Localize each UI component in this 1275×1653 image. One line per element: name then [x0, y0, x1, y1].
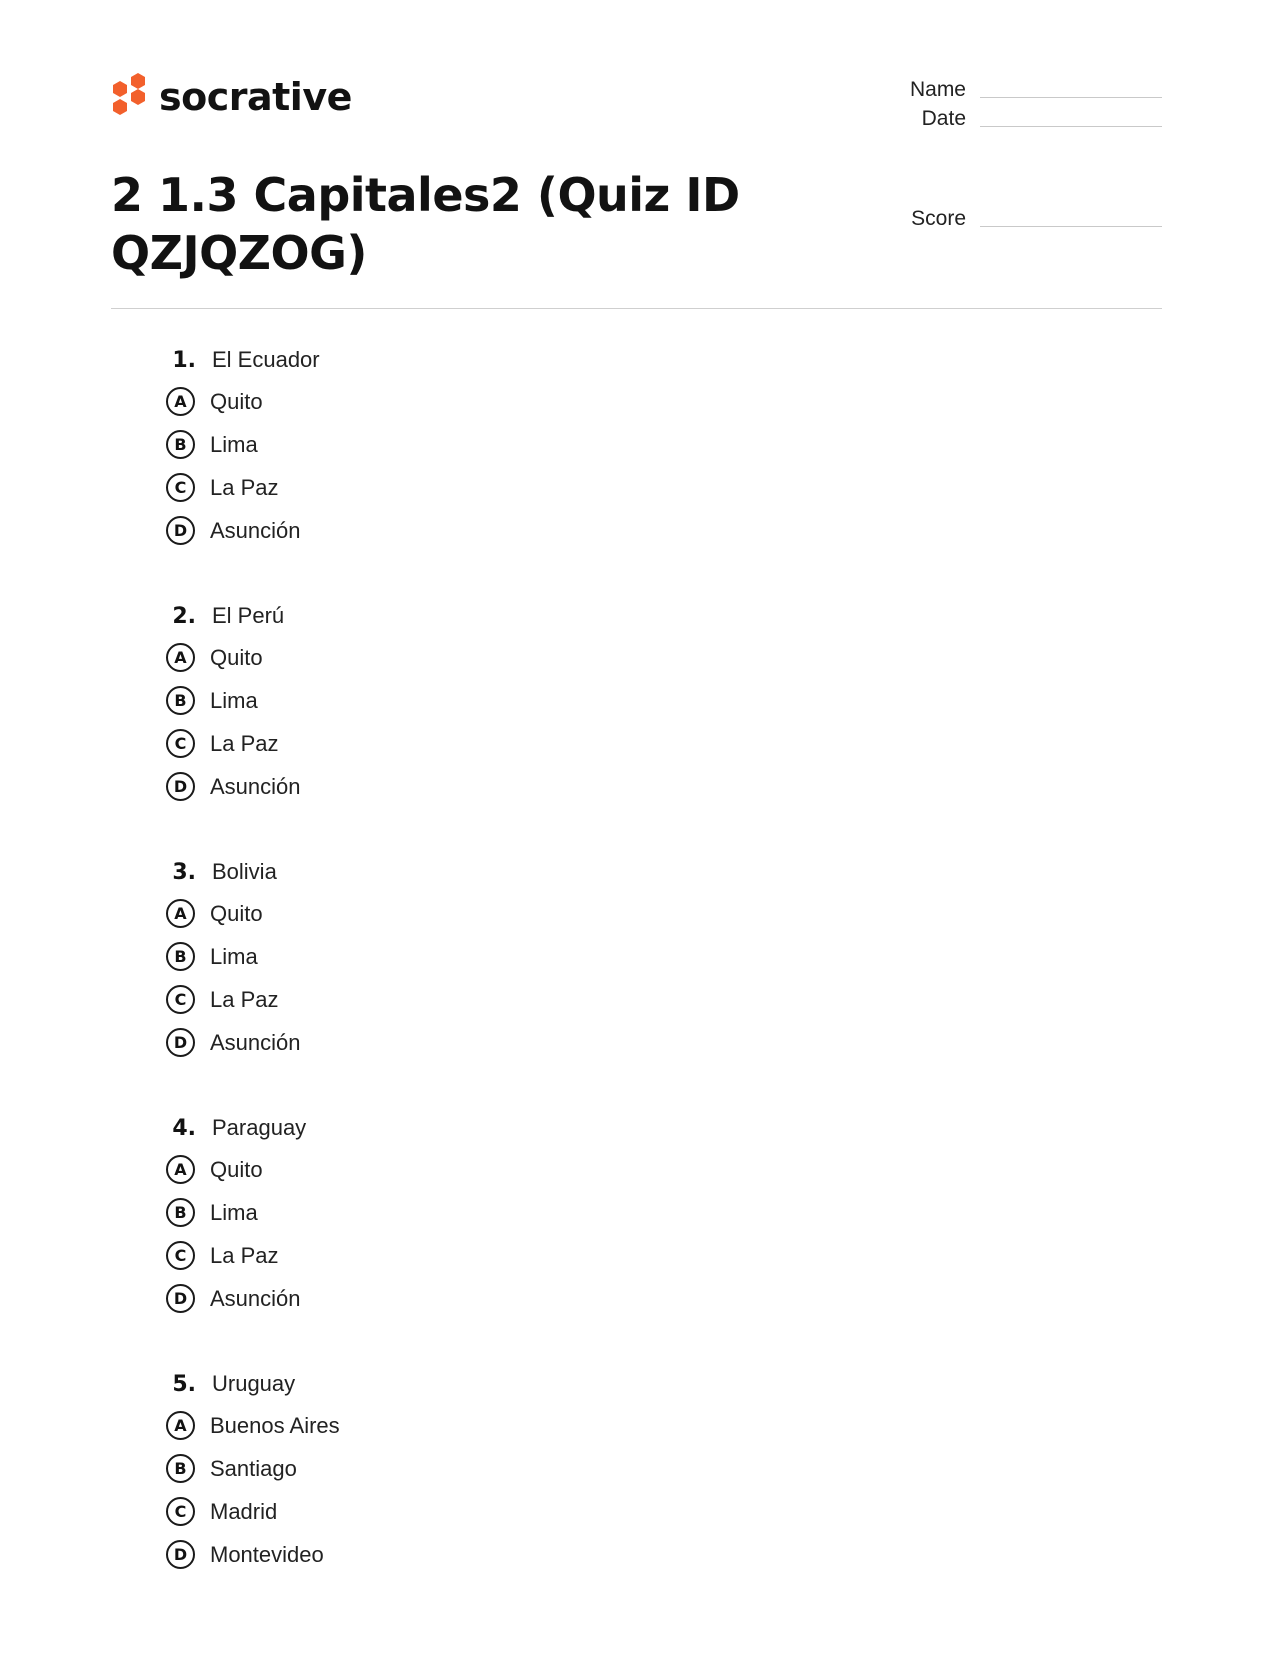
name-label: Name — [909, 78, 966, 101]
answer-text: La Paz — [210, 986, 279, 1012]
answer-option-a[interactable] — [160, 380, 1060, 423]
answer-bubble-c[interactable]: C — [166, 1241, 195, 1270]
question-number: 3. — [172, 859, 196, 885]
question-text: El Perú — [212, 603, 285, 628]
question-text: Uruguay — [212, 1371, 296, 1396]
question-2 — [160, 596, 1060, 852]
answer-bubble-c[interactable]: C — [166, 729, 195, 758]
answer-text: Santiago — [210, 1455, 297, 1481]
question-header — [160, 340, 1060, 380]
answer-text: Asunción — [210, 773, 301, 799]
answer-bubble-d[interactable]: D — [166, 1284, 195, 1313]
answer-text: Madrid — [210, 1498, 278, 1524]
answer-option-b[interactable] — [160, 423, 1060, 466]
name-field — [870, 75, 1162, 105]
answer-text: Quito — [210, 388, 263, 414]
score-label: Score — [911, 207, 966, 230]
answer-text: Quito — [210, 644, 263, 670]
answer-bubble-b[interactable]: B — [166, 1454, 195, 1483]
answer-bubble-b[interactable]: B — [166, 686, 195, 715]
answer-option-b[interactable] — [160, 1191, 1060, 1234]
answer-option-b[interactable] — [160, 679, 1060, 722]
answer-option-a[interactable] — [160, 892, 1060, 935]
hexagon-cluster-logo-icon — [111, 72, 147, 122]
brand-name: socrative — [159, 75, 352, 119]
score-line — [980, 226, 1162, 227]
quiz-title: 2 1.3 Capitales2 (Quiz ID QZJQZOG) — [111, 168, 740, 280]
name-line — [980, 97, 1162, 98]
answer-bubble-a[interactable]: A — [166, 899, 195, 928]
answer-option-c[interactable] — [160, 466, 1060, 509]
answer-bubble-c[interactable]: C — [166, 473, 195, 502]
answer-option-c[interactable] — [160, 978, 1060, 1021]
answer-option-b[interactable] — [160, 935, 1060, 978]
socrative-logo — [111, 71, 352, 123]
answer-text: Montevideo — [210, 1541, 324, 1567]
answer-bubble-c[interactable]: C — [166, 1497, 195, 1526]
answer-option-a[interactable] — [160, 636, 1060, 679]
answer-text: Asunción — [210, 517, 301, 543]
answer-text: Quito — [210, 900, 263, 926]
answer-option-a[interactable] — [160, 1148, 1060, 1191]
question-header — [160, 852, 1060, 892]
answer-option-d[interactable] — [160, 1277, 1060, 1320]
answer-bubble-a[interactable]: A — [166, 1155, 195, 1184]
answer-option-d[interactable] — [160, 1533, 1060, 1576]
answer-bubble-d[interactable]: D — [166, 1540, 195, 1569]
date-field — [870, 104, 1162, 134]
answer-option-c[interactable] — [160, 722, 1060, 765]
question-number: 1. — [172, 347, 196, 373]
answer-option-a[interactable] — [160, 1404, 1060, 1447]
answer-text: Asunción — [210, 1029, 301, 1055]
date-line — [980, 126, 1162, 127]
answer-text: Lima — [210, 687, 258, 713]
answer-bubble-c[interactable]: C — [166, 985, 195, 1014]
answer-text: Lima — [210, 1199, 258, 1225]
answer-bubble-b[interactable]: B — [166, 430, 195, 459]
answer-text: La Paz — [210, 474, 279, 500]
answer-text: Buenos Aires — [210, 1412, 340, 1438]
answer-option-d[interactable] — [160, 509, 1060, 552]
question-list — [160, 340, 1060, 1620]
answer-bubble-a[interactable]: A — [166, 643, 195, 672]
answer-bubble-a[interactable]: A — [166, 1411, 195, 1440]
answer-option-d[interactable] — [160, 1021, 1060, 1064]
question-number: 4. — [172, 1115, 196, 1141]
answer-bubble-d[interactable]: D — [166, 772, 195, 801]
question-number: 5. — [172, 1371, 196, 1397]
question-header — [160, 1108, 1060, 1148]
question-text: Bolivia — [212, 859, 277, 884]
answer-bubble-b[interactable]: B — [166, 942, 195, 971]
answer-option-d[interactable] — [160, 765, 1060, 808]
answer-text: Quito — [210, 1156, 263, 1182]
answer-text: La Paz — [210, 1242, 279, 1268]
question-4 — [160, 1108, 1060, 1364]
date-label: Date — [921, 107, 966, 130]
answer-text: Lima — [210, 943, 258, 969]
answer-text: La Paz — [210, 730, 279, 756]
answer-option-c[interactable] — [160, 1490, 1060, 1533]
answer-bubble-d[interactable]: D — [166, 516, 195, 545]
question-text: Paraguay — [212, 1115, 307, 1140]
question-5 — [160, 1364, 1060, 1620]
score-field — [870, 204, 1162, 234]
answer-text: Lima — [210, 431, 258, 457]
question-3 — [160, 852, 1060, 1108]
answer-text: Asunción — [210, 1285, 301, 1311]
question-header — [160, 596, 1060, 636]
answer-bubble-d[interactable]: D — [166, 1028, 195, 1057]
answer-bubble-b[interactable]: B — [166, 1198, 195, 1227]
question-number: 2. — [172, 603, 196, 629]
answer-option-b[interactable] — [160, 1447, 1060, 1490]
answer-option-c[interactable] — [160, 1234, 1060, 1277]
answer-bubble-a[interactable]: A — [166, 387, 195, 416]
header-divider — [111, 308, 1162, 309]
question-1 — [160, 340, 1060, 596]
question-text: El Ecuador — [212, 347, 320, 372]
question-header — [160, 1364, 1060, 1404]
